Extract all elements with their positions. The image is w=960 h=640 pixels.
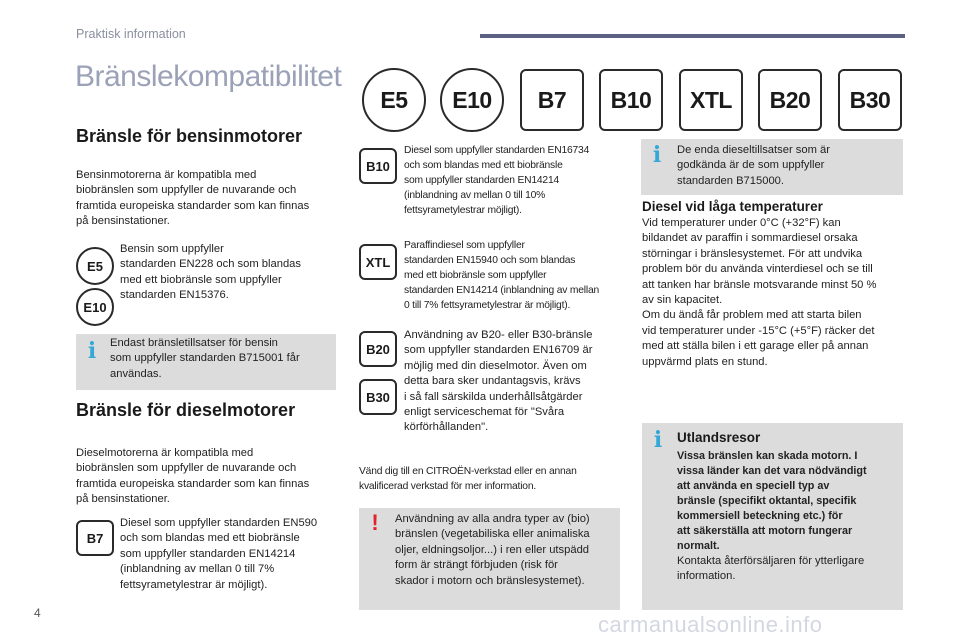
petrol-heading: Bränsle för bensinmotorer	[76, 126, 303, 146]
info-icon: i	[652, 142, 662, 168]
badge-b30-top: B30	[838, 69, 902, 131]
badge-xtl-top: XTL	[679, 69, 743, 131]
diesel-additive-note: De enda dieseltillsatser som är godkända är de som uppfyller standarden B715000.	[677, 144, 830, 187]
badge-b20-top: B20	[758, 69, 822, 131]
warning-text: Användning av alla andra typer av (bio) bränslen (vegetabiliska eller animaliska oljer, eldningsoljor...) i ren eller utspädd form är strängt förbjuden (risk för skador i motorn och bränslesystemet).	[395, 513, 590, 587]
warning-box	[359, 508, 620, 610]
petrol-intro: Bensinmotorerna är kompatibla med biobränslen som uppfyller de nuvarande och framtida europeiska standarder som kan finnas på bensinstationer.	[76, 169, 310, 228]
badge-b7-top: B7	[520, 69, 584, 131]
page-number: 4	[34, 606, 41, 620]
badge-e10-top: E10	[440, 68, 504, 132]
badge-b20: B20	[359, 331, 397, 367]
petrol-desc: Bensin som uppfyller standarden EN228 och som blandas med ett biobränsle som uppfyller standarden EN15376.	[120, 243, 301, 302]
b7-desc: Diesel som uppfyller standarden EN590 och som blandas med ett biobränsle som uppfyller standarden EN14214 (inblandning av mellan 0 till 7% fettsyrametylestrar är möjligt).	[120, 517, 318, 591]
abroad-box	[642, 423, 903, 610]
cold-text: Vid temperaturer under 0°C (+32°F) kan bildandet av paraffin i sommardiesel orsaka störningar i bränslesystemet. För att undvika problem bör du använda vinterdiesel och se till att tanken har bränsle motsvarande minst 50 % av sin kapacitet. Om du ändå får problem med att starta bilen vid temperaturer under -15°C (+5°F) räcker det med att ställa bilen i ett garage eller på annan uppvärmd plats en stund.	[642, 217, 877, 368]
badge-b10: B10	[359, 148, 397, 184]
dealer-note: Vänd dig till en CITROËN-verkstad eller en annan kvalificerad verkstad för mer information.	[359, 466, 577, 492]
badge-b10-top: B10	[599, 69, 663, 131]
badge-e5: E5	[76, 247, 114, 285]
badge-b7: B7	[76, 520, 114, 556]
page-title: Bränslekompatibilitet	[75, 60, 342, 93]
b10-desc: Diesel som uppfyller standarden EN16734 och som blandas med ett biobränsle som uppfyller standarden EN14214 (inblandning av mellan 0 till 10% fettsyrametylestrar möjligt).	[404, 145, 590, 216]
header-bar	[480, 34, 905, 38]
diesel-additive-note-box	[641, 139, 903, 195]
section-header: Praktisk information	[76, 27, 186, 41]
abroad-normal-text: Kontakta återförsäljaren för ytterligare information.	[677, 555, 865, 583]
cold-heading: Diesel vid låga temperaturer	[642, 199, 823, 214]
badge-xtl: XTL	[359, 244, 397, 280]
info-icon: i	[87, 338, 97, 364]
watermark: carmanualsonline.info	[598, 612, 823, 637]
diesel-heading: Bränsle för dieselmotorer	[76, 400, 296, 420]
info-icon: i	[653, 427, 663, 453]
warning-icon: !	[371, 510, 379, 535]
badge-b30: B30	[359, 379, 397, 415]
badge-e10: E10	[76, 288, 114, 326]
xtl-desc: Paraffindiesel som uppfyller standarden EN15940 och som blandas med ett biobränsle som uppfyller standarden EN14214 (inblandning av mellan 0 till 7% fettsyrametylestrar är möjligt).	[404, 240, 600, 311]
petrol-note-box	[76, 334, 336, 390]
abroad-bold-text: Vissa bränslen kan skada motorn. I vissa länder kan det vara nödvändigt att använda en speciell typ av bränsle (specifikt oktantal, specifik kommersiell beteckning etc.) för att säkerställa att motorn fungerar normalt.	[677, 450, 867, 552]
b20-b30-desc: Användning av B20- eller B30-bränsle som uppfyller standarden EN16709 är möjlig med din dieselmotor. Även om detta bara sker undantagsvis, krävs i så fall särskilda underhållsåtgärder enligt serviceschemat för "Svåra körförhållanden".	[404, 329, 593, 434]
abroad-heading: Utlandsresor	[677, 430, 761, 445]
diesel-intro: Dieselmotorerna är kompatibla med biobränslen som uppfyller de nuvarande och framtida europeiska standarder som kan finnas på bensinstationer.	[76, 447, 310, 506]
petrol-note: Endast bränsletillsatser för bensin som uppfyller standarden B715001 får användas.	[110, 337, 300, 380]
badge-e5-top: E5	[362, 68, 426, 132]
